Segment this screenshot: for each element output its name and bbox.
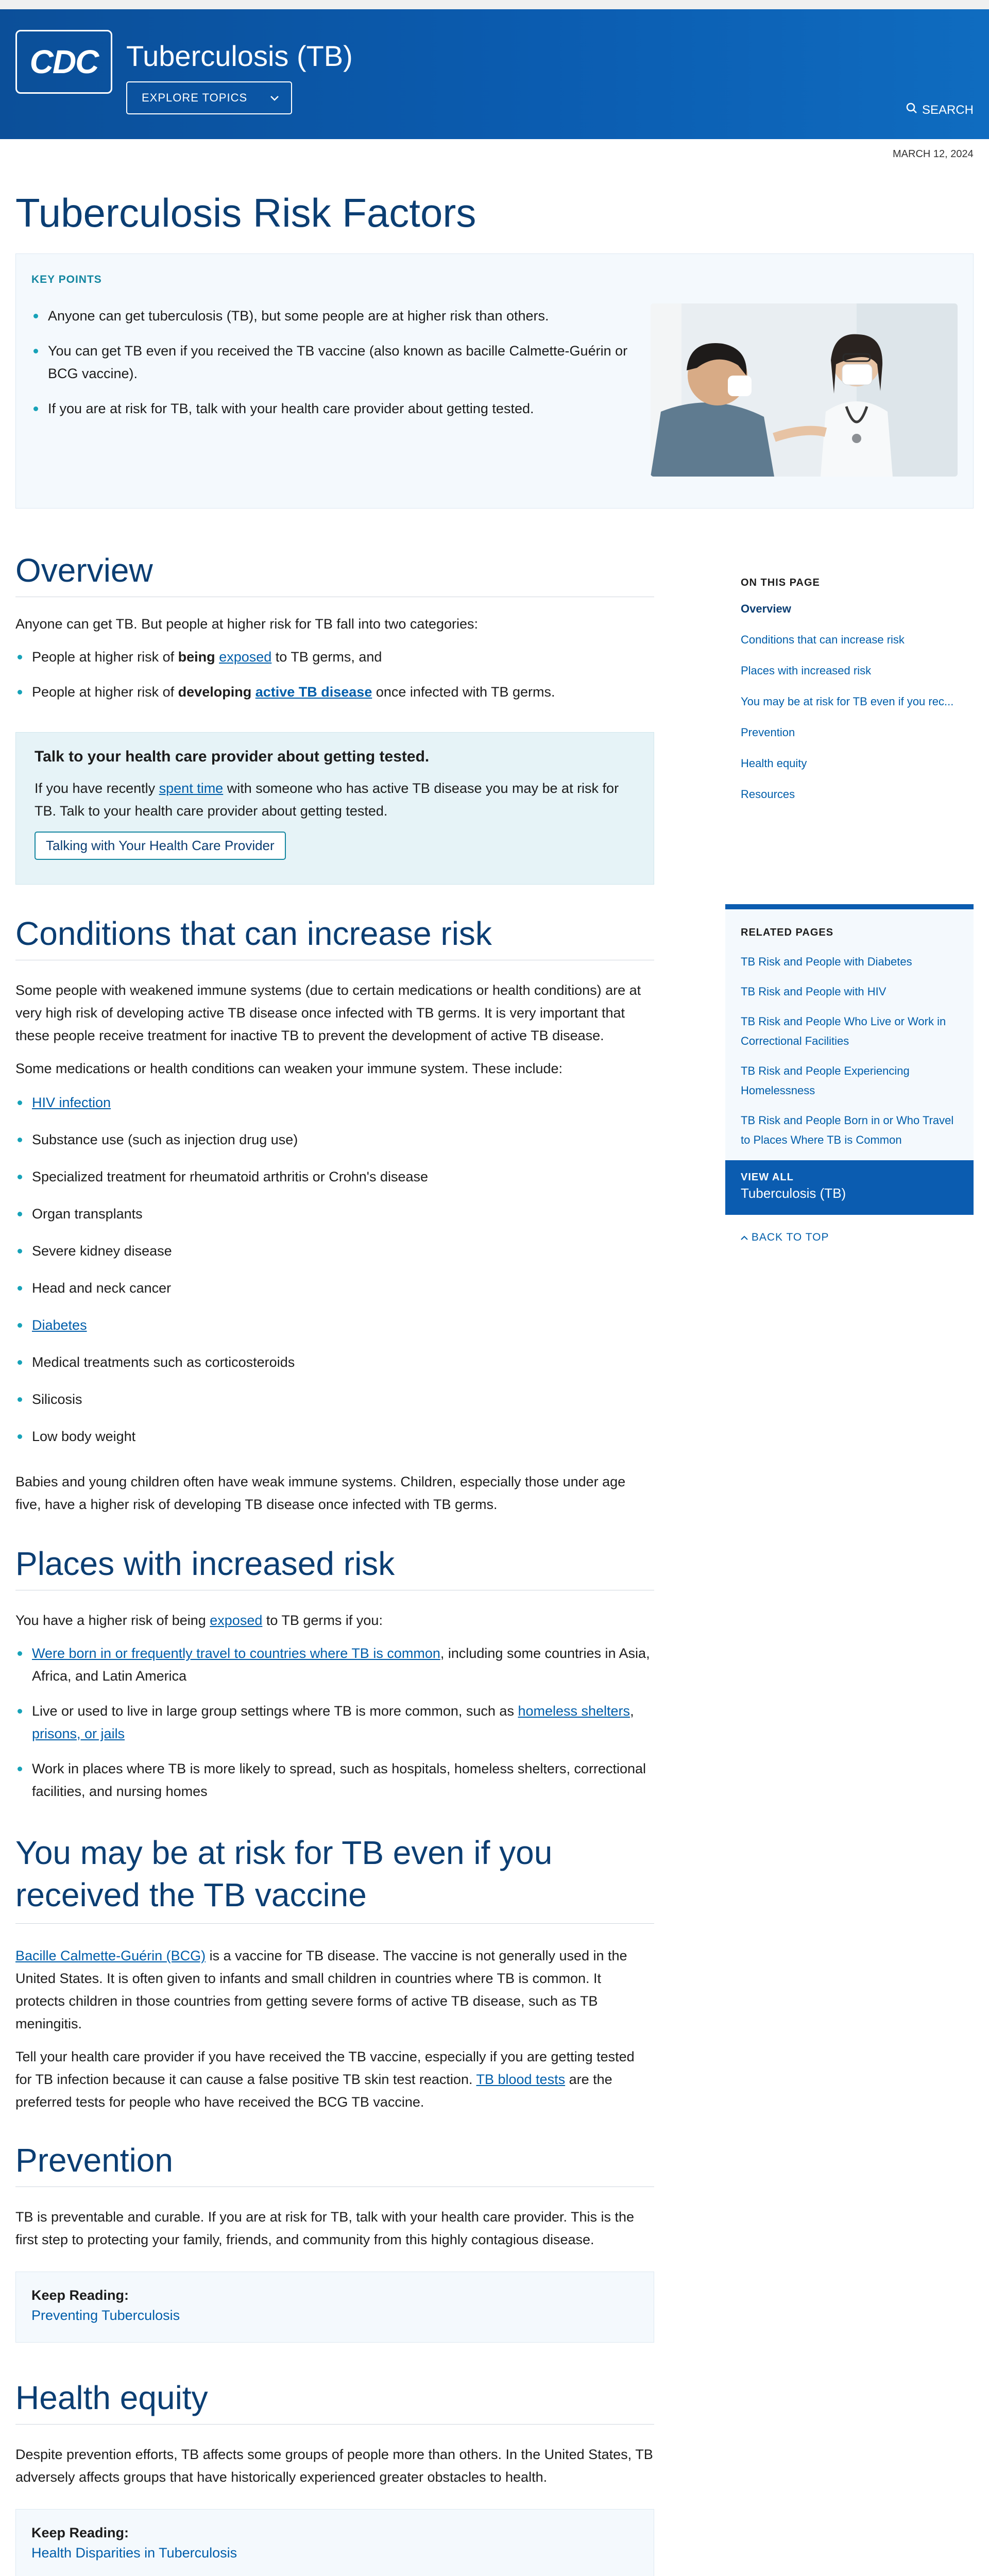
related-link[interactable]: TB Risk and People Who Live or Work in Correctional Facilities (741, 1015, 946, 1047)
condition-item: Specialized treatment for rheumatoid arthritis or Crohn's disease (15, 1165, 654, 1188)
key-point-item: You can get TB even if you received the TB vaccine (also known as bacille Calmette-Guérin or BCG vaccine). (31, 340, 639, 385)
condition-item: Severe kidney disease (15, 1240, 654, 1262)
conditions-p3: Babies and young children often have weak immune systems. Children, especially those under age five, have a higher risk of developing TB disease once infected with TB germs. (15, 1474, 626, 1512)
back-to-top-link[interactable] (741, 1231, 974, 1244)
keep-reading-title: Keep Reading: (31, 2287, 129, 2303)
publish-date: MARCH 12, 2024 (893, 148, 974, 160)
condition-item: Substance use (such as injection drug use) (15, 1128, 654, 1151)
place-item: Live or used to live in large group settings where TB is more common, such as homeless shelters, prisons, or jails (15, 1700, 654, 1745)
testing-callout (15, 732, 654, 885)
related-pages-label: RELATED PAGES (741, 927, 834, 938)
exposed-link-2[interactable]: exposed (210, 1613, 263, 1628)
related-pages (725, 904, 974, 1215)
cdc-logo[interactable]: CDC (15, 30, 112, 94)
key-points-box (15, 253, 974, 509)
exposed-link[interactable]: exposed (219, 649, 272, 665)
main-content (15, 551, 654, 2576)
explore-topics-label: EXPLORE TOPICS (142, 91, 248, 104)
spent-time-link[interactable]: spent time (159, 781, 224, 796)
places-list (15, 1642, 654, 1803)
vaccine-p1: Bacille Calmette-Guérin (BCG) is a vaccine for TB disease. The vaccine is not generally used in the United States. It is often given to infants and small children in countries where TB is common. It protects children in those countries from getting severe forms of active TB disease, such as TB meningitis. (15, 1948, 627, 2031)
condition-item (15, 1314, 654, 1336)
sidebar (725, 567, 974, 1244)
prisons-jails-link[interactable]: prisons, or jails (32, 1726, 125, 1741)
related-link[interactable]: TB Risk and People with HIV (741, 985, 886, 998)
toc-link-overview[interactable]: Overview (741, 602, 791, 615)
tb-blood-tests-link[interactable]: TB blood tests (476, 2072, 566, 2087)
prevention-text: TB is preventable and curable. If you are at risk for TB, talk with your health care provider. This is the first step to protecting your family, friends, and community from this highly contagious disease. (15, 2209, 635, 2247)
patient-doctor-photo (651, 303, 958, 477)
toc-link-prevention[interactable]: Prevention (741, 726, 795, 739)
vaccine-p2: Tell your health care provider if you have received the TB vaccine, especially if you are getting tested for TB infection because it can cause a false positive TB skin test reaction. TB blood tests are the preferred tests for people who have received the BCG TB vaccine. (15, 2049, 635, 2110)
condition-item: Head and neck cancer (15, 1277, 654, 1299)
toc-link-places[interactable]: Places with increased risk (741, 664, 872, 677)
chevron-down-icon (270, 91, 279, 105)
overview-item: People at higher risk of developing active TB disease once infected with TB germs. (15, 681, 654, 703)
page-title: Tuberculosis Risk Factors (15, 190, 476, 235)
related-link[interactable]: TB Risk and People Born in or Who Travel to Places Where TB is Common (741, 1114, 954, 1146)
chevron-up-icon (741, 1231, 752, 1243)
condition-item: Silicosis (15, 1388, 654, 1411)
vaccine-heading: You may be at risk for TB even if you received the TB vaccine (15, 1832, 654, 1924)
overview-item: People at higher risk of being exposed to TB germs, and (15, 646, 654, 668)
conditions-heading: Conditions that can increase risk (15, 914, 654, 960)
key-points-list (31, 304, 639, 432)
key-points-label: KEY POINTS (31, 274, 102, 285)
search-label: SEARCH (922, 103, 974, 117)
related-link[interactable]: TB Risk and People with Diabetes (741, 955, 912, 968)
places-heading: Places with increased risk (15, 1545, 654, 1590)
condition-item: Organ transplants (15, 1202, 654, 1225)
callout-text: If you have recently spent time with someone who has active TB disease you may be at risk for TB. Talk to your health care provider about getting tested. (35, 781, 619, 819)
explore-topics-button[interactable] (126, 81, 292, 114)
related-link[interactable]: TB Risk and People Experiencing Homelessness (741, 1064, 910, 1097)
prevention-heading: Prevention (15, 2141, 654, 2187)
diabetes-link[interactable]: Diabetes (32, 1317, 87, 1333)
search-icon (906, 102, 922, 118)
equity-text: Despite prevention efforts, TB affects some groups of people more than others. In the United States, TB adversely affects groups that have historically experienced greater obstacles to health. (15, 2447, 653, 2485)
view-all-label: VIEW ALL (741, 1172, 794, 1183)
talking-with-provider-button[interactable]: Talking with Your Health Care Provider (35, 832, 286, 860)
browser-top-strip (0, 0, 989, 9)
equity-heading: Health equity (15, 2379, 654, 2425)
keep-reading-prevention (15, 2272, 654, 2343)
keep-reading-title: Keep Reading: (31, 2525, 129, 2540)
callout-title: Talk to your health care provider about getting tested. (35, 748, 430, 765)
on-this-page-label: ON THIS PAGE (741, 577, 820, 588)
homeless-shelters-link[interactable]: homeless shelters (518, 1703, 630, 1719)
preventing-tb-link[interactable]: Preventing Tuberculosis (31, 2308, 180, 2323)
place-item: Were born in or frequently travel to countries where TB is common, including some countries in Asia, Africa, and Latin America (15, 1642, 654, 1687)
places-intro: You have a higher risk of being exposed to TB germs if you: (15, 1613, 383, 1628)
toc-link-vaccine[interactable]: You may be at risk for TB even if you rec... (741, 695, 954, 708)
condition-item: Medical treatments such as corticosteroids (15, 1351, 654, 1374)
toc-link-resources[interactable]: Resources (741, 788, 795, 801)
site-header (0, 9, 989, 139)
key-point-item: If you are at risk for TB, talk with your health care provider about getting tested. (31, 397, 639, 420)
place-item: Work in places where TB is more likely to spread, such as hospitals, homeless shelters, correctional facilities, and nursing homes (15, 1757, 654, 1803)
toc-link-health-equity[interactable]: Health equity (741, 757, 807, 770)
bcg-link[interactable]: Bacille Calmette-Guérin (BCG) (15, 1948, 206, 1963)
overview-heading: Overview (15, 551, 654, 597)
key-point-item: Anyone can get tuberculosis (TB), but some people are at higher risk than others. (31, 304, 639, 327)
condition-item (15, 1091, 654, 1114)
back-to-top-label: BACK TO TOP (751, 1231, 829, 1243)
toc-link-conditions[interactable]: Conditions that can increase risk (741, 633, 905, 646)
site-title[interactable]: Tuberculosis (TB) (126, 40, 353, 72)
view-all-sublabel: Tuberculosis (TB) (741, 1185, 846, 1201)
overview-list (15, 646, 654, 703)
conditions-list (15, 1091, 654, 1448)
view-all-button[interactable] (725, 1160, 974, 1215)
countries-tb-common-link[interactable]: Were born in or frequently travel to countries where TB is common (32, 1646, 440, 1661)
overview-intro: Anyone can get TB. But people at higher risk for TB fall into two categories: (15, 616, 479, 632)
condition-item: Low body weight (15, 1425, 654, 1448)
search-button[interactable] (906, 102, 974, 118)
conditions-p1: Some people with weakened immune systems (due to certain medications or health conditions) are at very high risk of developing active TB disease once infected with TB germs. It is very important that these people receive treatment for inactive TB to prevent the development of active TB disease. (15, 982, 641, 1043)
health-disparities-link[interactable]: Health Disparities in Tuberculosis (31, 2545, 237, 2561)
hiv-infection-link[interactable]: HIV infection (32, 1095, 111, 1110)
active-tb-disease-link[interactable]: active TB disease (255, 684, 372, 700)
conditions-p2: Some medications or health conditions can weaken your immune system. These include: (15, 1061, 563, 1076)
keep-reading-equity (15, 2509, 654, 2576)
